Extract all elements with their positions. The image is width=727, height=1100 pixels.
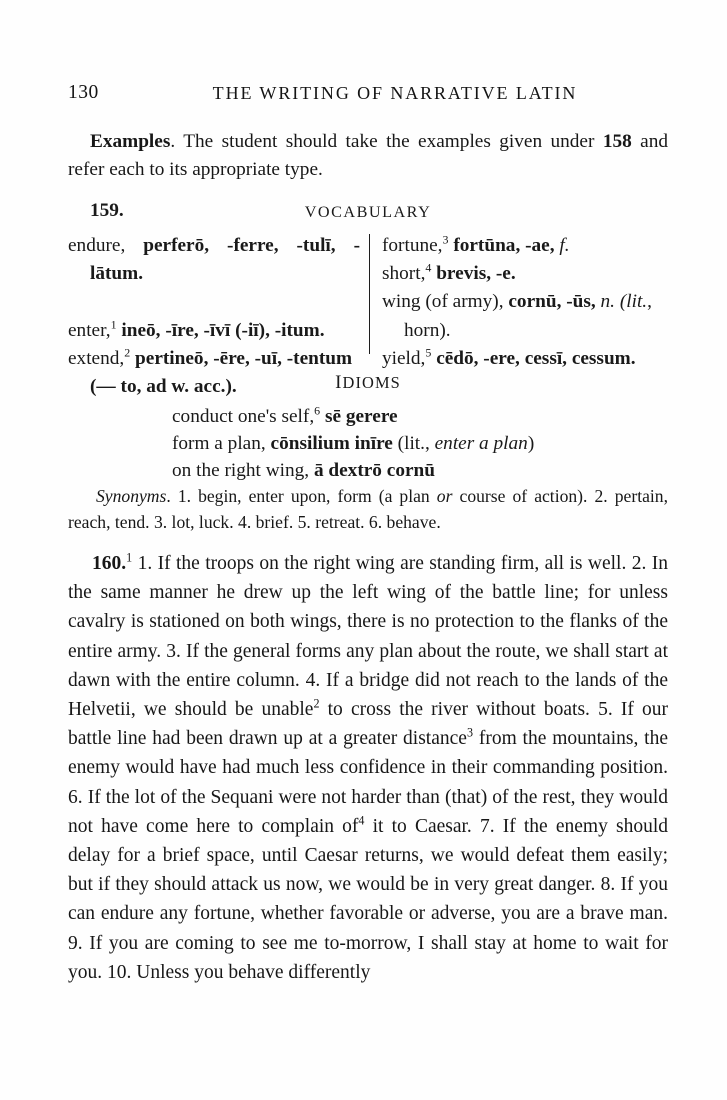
- idiom-entry: [172, 458, 632, 485]
- idiom-english: conduct one's self,: [172, 406, 315, 427]
- vocab-latin: cornū, -ūs,: [508, 291, 596, 313]
- exercise-sentence: 8. If you can endure any fortune, whether favorable or adverse, you are a brave man.: [68, 874, 668, 925]
- vocab-english: fortune,: [382, 235, 443, 256]
- page-number: 130: [68, 82, 99, 103]
- idiom-literal-open: (lit.,: [392, 432, 435, 454]
- footnote-marker: 6: [314, 403, 321, 418]
- vocabulary-column-right: [382, 232, 668, 373]
- vocab-latin: perferō, -ferre, -tulī, -lātum.: [90, 235, 360, 285]
- synonyms-text-part1: . 1. begin, enter upon, form (a plan: [166, 486, 437, 506]
- exercise-sentence: 2. In the same manner he drew up the left wing of the battle line; for unless cavalry is stationed on both wings, there is no protection to the flanks of the entire army.: [68, 553, 669, 662]
- idiom-latin: ā dextrō cornū: [313, 459, 435, 481]
- synonyms-paragraph: [68, 484, 668, 535]
- vocab-english: short,: [382, 263, 426, 285]
- examples-paragraph: [68, 128, 668, 185]
- idiom-entry: [172, 431, 632, 458]
- vocab-entry: [382, 288, 668, 344]
- footnote-marker: 1: [126, 550, 133, 565]
- idiom-english: on the right wing,: [172, 459, 310, 481]
- synonyms-text-part2: course of action). 2. pertain, reach, tend. 3. lot, luck. 4. brief. 5. retreat. 6. behave.: [68, 486, 668, 532]
- vocab-latin: ineō, -īre, -īvī (-iī), -itum.: [121, 319, 325, 341]
- vocab-latin: fortūna, -ae,: [453, 235, 555, 256]
- vocab-entry: [382, 260, 668, 288]
- vocab-entry: [68, 317, 360, 345]
- exercise-sentence: 3. If the general forms any plan about the route, we shall start at dawn with the entire column.: [68, 640, 668, 691]
- idioms-heading-rest: DIOMS: [342, 373, 401, 392]
- vocab-english: extend,: [68, 347, 125, 369]
- column-divider-rule: [369, 234, 370, 354]
- idioms-list: [172, 404, 632, 484]
- examples-text-before-ref: . The student should take the examples given under: [170, 131, 603, 152]
- idiom-literal-close: ): [527, 432, 535, 454]
- running-head: [68, 82, 668, 108]
- exercise-sentence: 1. If the troops on the right wing are standing firm, all is well.: [137, 553, 627, 574]
- vocab-entry: [382, 345, 668, 373]
- vocab-latin: brevis, -e.: [436, 263, 516, 285]
- footnote-marker: 3: [466, 725, 473, 740]
- idiom-entry: [172, 404, 632, 431]
- examples-lead-in: Examples: [90, 131, 171, 152]
- vocabulary-section-number: 159.: [90, 200, 124, 221]
- vocabulary-heading: VOCABULARY: [304, 203, 432, 221]
- vocabulary-heading-row: [68, 200, 668, 224]
- exercise-sentence-4: 4. If a bridge did not reach to the lands of the Helvetii, we should be unable$^2$ to cross the river without boats.: [68, 669, 669, 721]
- idiom-literal-translation: enter a plan: [434, 432, 528, 454]
- exercise-sentence-6: 6. If the lot of the Sequani were not harder than (that) of the rest, they would not have come here to complain $of^4$ it to Caesar.: [68, 786, 668, 837]
- footnote-marker: 1: [110, 317, 117, 332]
- synonyms-or: or: [436, 486, 453, 506]
- vocab-english: wing (of army),: [382, 291, 504, 313]
- footnote-marker: 2: [313, 696, 320, 711]
- running-title: THE WRITING OF NARRATIVE LATIN: [212, 83, 578, 103]
- synonyms-label: Synonyms: [96, 486, 167, 506]
- vocab-english: endure,: [68, 235, 126, 256]
- footnote-marker: 4: [358, 813, 365, 828]
- examples-text-after-ref: and refer each to its appropriate type.: [68, 131, 668, 181]
- gender-marker: f.: [559, 235, 570, 256]
- exercise-paragraph: [68, 549, 668, 987]
- idioms-heading-initial: I: [335, 372, 343, 393]
- vocab-latin: pertineō, -ēre, -uī, -tentum (— to, ad w. acc.).: [90, 347, 353, 398]
- vocab-entry: [68, 232, 360, 317]
- vocab-english: yield,: [382, 347, 426, 369]
- idiom-latin: sē gerere: [324, 406, 398, 427]
- vocab-literal-gloss: (lit., horn).: [404, 291, 652, 341]
- vocab-english: enter,: [68, 319, 111, 341]
- exercise-section-number: 160.: [92, 553, 127, 574]
- exercise-sentence-5: 5. If our battle line had been drawn up at a greater distance$^3$ from the mountains, the enemy would have had much less confidence in their commanding position.: [68, 699, 668, 779]
- vocab-latin: cēdō, -ere, cessī, cessum.: [436, 347, 636, 369]
- footnote-marker: 4: [425, 260, 432, 275]
- gender-marker: n.: [600, 291, 615, 313]
- exercise-sentence: 7. If the enemy should delay for a brief space, until Caesar returns, we would defeat them easily; but if they should attack us now, we would be in very great danger.: [68, 815, 668, 896]
- footnote-marker: 2: [124, 345, 131, 360]
- idiom-latin: cōnsilium inīre: [270, 432, 393, 454]
- footnote-marker: 3: [442, 232, 449, 247]
- vocab-entry: [382, 232, 668, 260]
- exercise-sentence: 10. Unless you behave differently: [107, 961, 371, 983]
- footnote-marker: 5: [425, 345, 432, 360]
- examples-cross-reference: 158: [602, 131, 632, 152]
- idiom-english: form a plan,: [172, 432, 266, 454]
- idioms-heading: [68, 372, 668, 394]
- exercise-sentence: 9. If you are coming to see me to-morrow, I shall stay at home to wait for you.: [68, 932, 668, 983]
